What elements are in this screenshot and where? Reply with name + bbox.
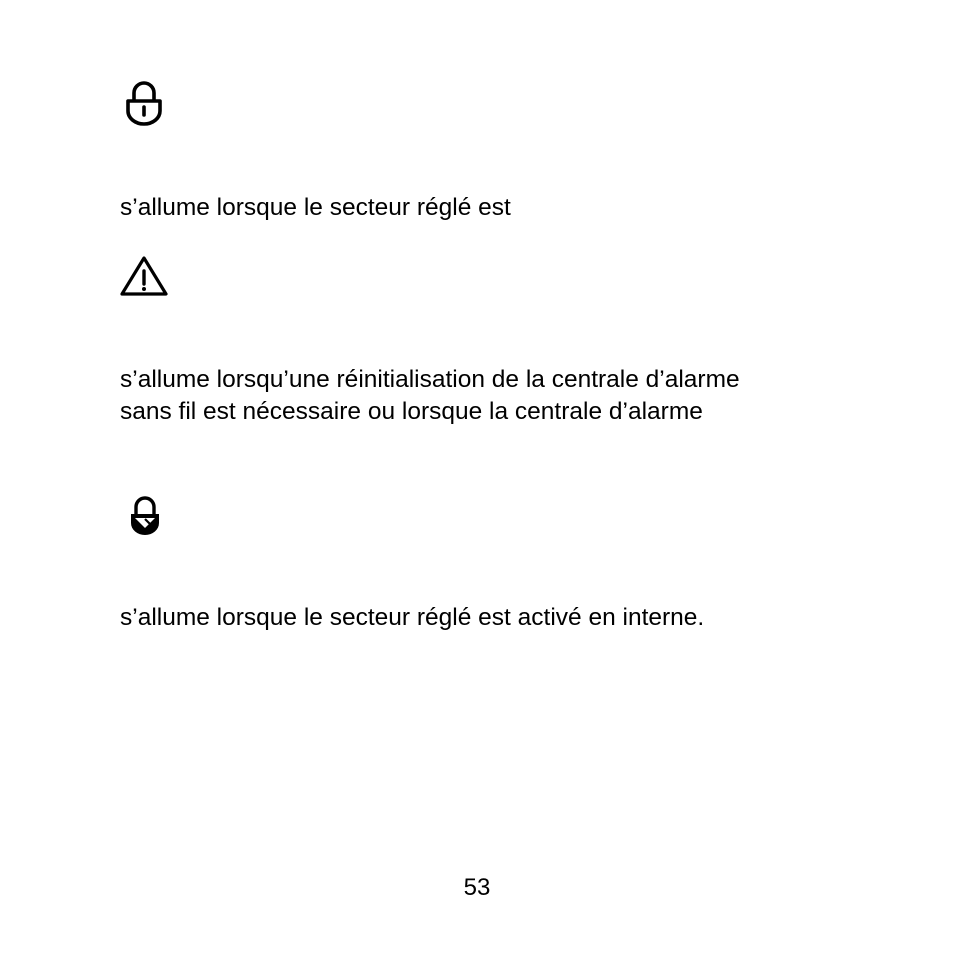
entry-1-description [120,192,511,224]
padlock-internal-icon [127,494,163,538]
entry-3-line-1: s’allume lorsque le secteur réglé est activé en interne. [120,604,705,631]
entry-1-line-1: s’allume lorsque le secteur réglé est [120,194,511,221]
entry-2-description [120,364,740,428]
entry-2-line-2: sans fil est nécessaire ou lorsque la centrale d’alarme [120,398,703,425]
padlock-outline-icon [124,79,164,127]
page-number: 53 [463,874,491,901]
entry-3-description [120,602,704,634]
warning-triangle-icon [119,254,169,298]
entry-2-line-1: s’allume lorsqu’une réinitialisation de la centrale d’alarme [120,366,740,393]
